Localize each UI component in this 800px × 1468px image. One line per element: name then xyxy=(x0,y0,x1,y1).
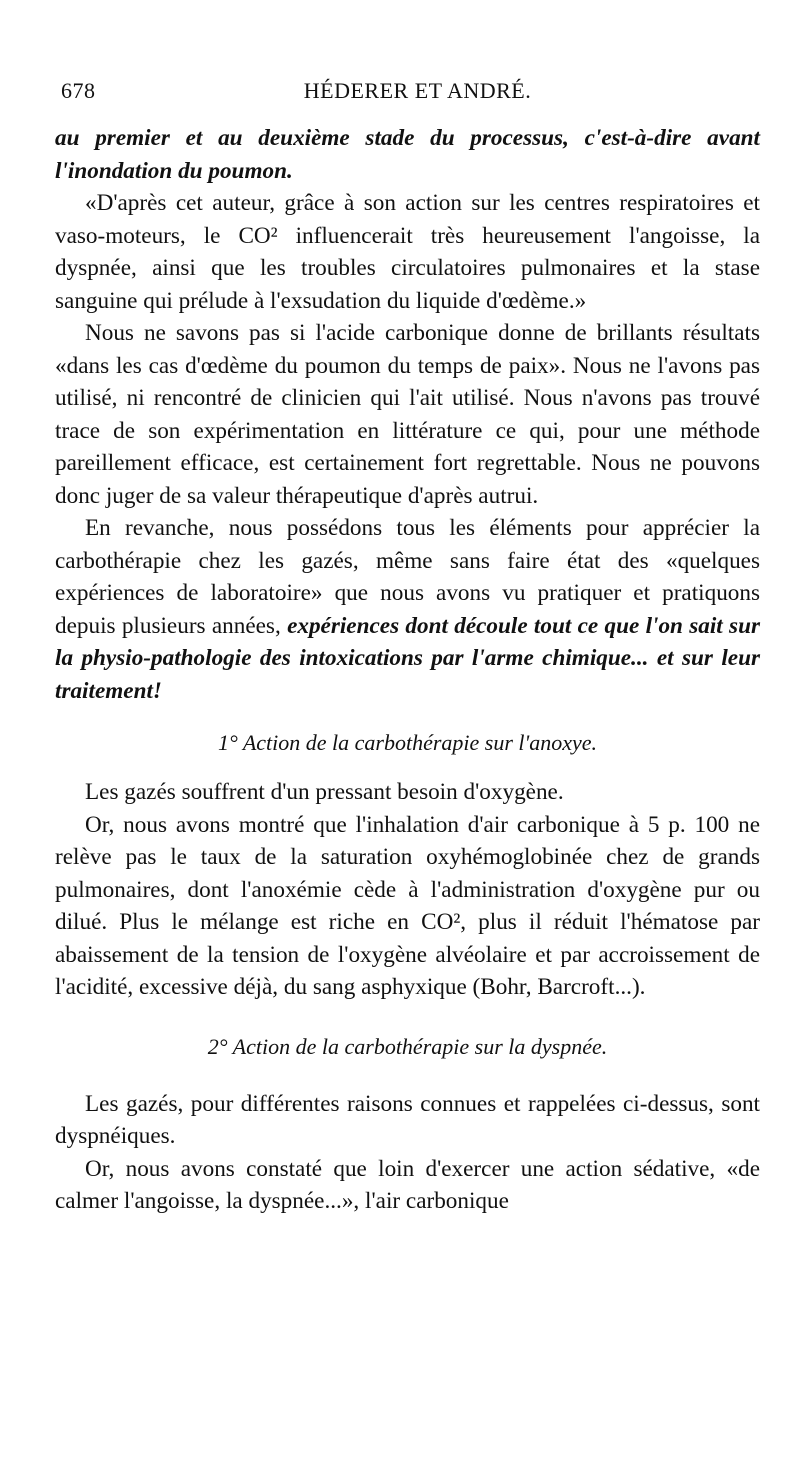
paragraph-acide-carbonique: Nous ne savons pas si l'acide carbonique donne de brillants résultats «dans les cas d'œdème du poumon du temps de paix». Nous ne l'avons pas utilisé, ni rencontré de clinicien qui l'ait utilisé. Nous n'avons pas trouvé trace de son expérimentation en littérature ce qui, pour une méthode pareillement efficace, est certainement fort regrettable. Nous ne pouvons donc juger de sa valeur thérapeutique d'après autrui. xyxy=(55,320,760,509)
paragraph-revanche-emphasis: expériences dont découle tout ce que l'on sait sur la physio-pathologie des intoxications par l'arme chimique... et sur leur traitement! xyxy=(55,612,760,704)
page-body xyxy=(55,122,760,1218)
running-header xyxy=(55,78,760,108)
section-heading-dyspnee: 2° Action de la carbothérapie sur la dyspnée. xyxy=(207,1033,608,1059)
paragraph-continuation: au premier et au deuxième stade du processus, c'est-à-dire avant l'inondation du poumon. xyxy=(55,125,760,184)
paragraph-gazes-oxygene: Les gazés souffrent d'un pressant besoin d'oxygène. xyxy=(85,779,564,805)
paragraph-gazes-dyspneiques: Les gazés, pour différentes raisons connues et rappelées ci-dessus, sont dyspnéiques. xyxy=(55,1090,760,1149)
running-title: HÉDERER ET ANDRÉ. xyxy=(303,78,532,103)
paragraph-inhalation: Or, nous avons montré que l'inhalation d'air carbonique à 5 p. 100 ne relève pas le taux de la saturation oxyhémoglobinée chez de grands pulmonaires, dont l'anoxémie cède à l'administration d'oxygène pur ou dilué. Plus le mélange est riche en CO², plus il réduit l'hématose par abaissement de la tension de l'oxygène alvéolaire et par accroissement de l'acidité, excessive déjà, du sang asphyxique (Bohr, Barcroft...). xyxy=(55,811,760,1000)
paragraph-revanche xyxy=(55,512,760,707)
paragraph-revanche-text: En revanche, nous possédons tous les éléments pour apprécier la carbothérapie chez les gazés, même sans faire état des «quelques expériences de laboratoire» que nous avons vu pratiquer et pratiquons depuis plusieurs années, xyxy=(55,515,760,639)
paragraph-constate: Or, nous avons constaté que loin d'exercer une action sédative, «de calmer l'angoisse, la dyspnée...», l'air carbonique xyxy=(55,1155,760,1214)
paragraph-quote: «D'après cet auteur, grâce à son action sur les centres respiratoires et vaso-moteurs, le CO² influencerait très heureusement l'angoisse, la dyspnée, ainsi que les troubles circulatoires pulmonaires et la stase sanguine qui prélude à l'exsudation du liquide d'œdème.» xyxy=(55,190,760,314)
page-number: 678 xyxy=(61,78,96,103)
section-heading-anoxye: 1° Action de la carbothérapie sur l'anoxye. xyxy=(217,730,598,755)
